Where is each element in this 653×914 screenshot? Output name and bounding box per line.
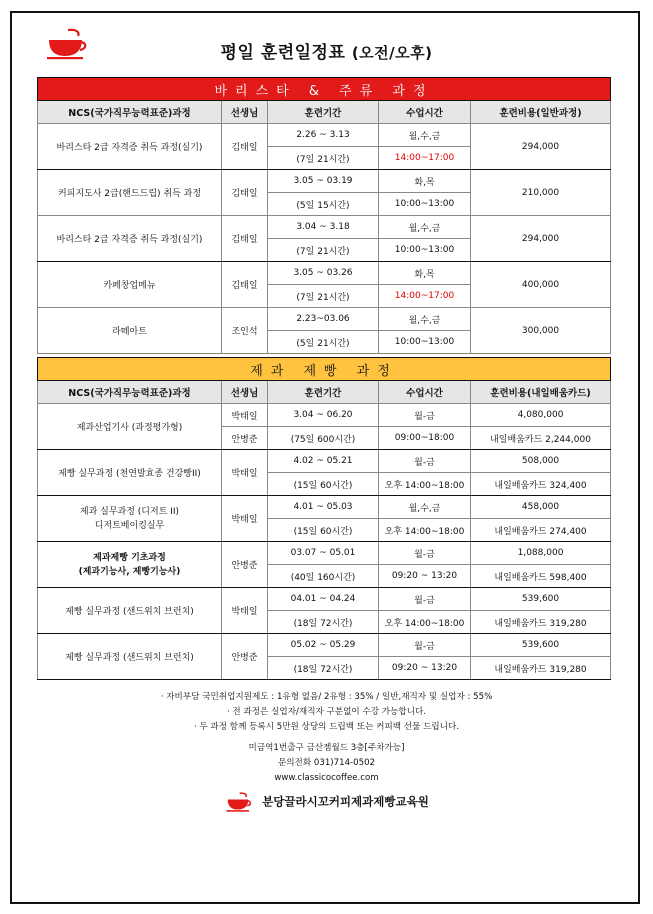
col-course: NCS(국가직무능력표준)과정 xyxy=(38,101,222,124)
teacher: 김태일 xyxy=(222,170,268,216)
days: 월-금 xyxy=(379,634,471,657)
days: 월-금 xyxy=(379,404,471,427)
course-name: 제빵 실무과정 (샌드위치 브런치) xyxy=(38,588,222,634)
col-cost: 훈련비용(일반과정) xyxy=(471,101,611,124)
days: 월,수,금 xyxy=(379,496,471,519)
class-time: 오후 14:00~18:00 xyxy=(379,519,471,542)
course-name: 바리스타 2급 자격증 취득 과정(실기) xyxy=(38,216,222,262)
period: 3.04 ~ 3.18 xyxy=(268,216,379,239)
course-name xyxy=(38,542,222,588)
col-course: NCS(국가직무능력표준)과정 xyxy=(38,381,222,404)
cost: 539,600 xyxy=(471,634,611,657)
course-name: 카페창업메뉴 xyxy=(38,262,222,308)
course-name xyxy=(38,496,222,542)
teacher: 박태일 xyxy=(222,404,268,427)
period: 04.01 ~ 04.24 xyxy=(268,588,379,611)
duration: (18일 72시간) xyxy=(268,611,379,634)
contact-info xyxy=(0,741,653,786)
cost: 508,000 xyxy=(471,450,611,473)
teacher: 안병준 xyxy=(222,542,268,588)
note-line: · 두 과정 함께 등록시 5만원 상당의 드립백 또는 커피백 선물 드립니다. xyxy=(193,722,460,732)
course-name-line1: 제과 실무과정 (디저트 II) xyxy=(79,506,180,517)
period: 4.02 ~ 05.21 xyxy=(268,450,379,473)
days: 월-금 xyxy=(379,542,471,565)
cost: 294,000 xyxy=(471,216,611,262)
footer-name: 분당끌라시꼬커피제과제빵교육원 xyxy=(262,794,429,809)
website-link[interactable]: www.classicocoffee.com xyxy=(274,773,379,783)
barista-schedule-table xyxy=(37,77,611,354)
duration: (40일 160시간) xyxy=(268,565,379,588)
cost: 400,000 xyxy=(471,262,611,308)
teacher: 조인석 xyxy=(222,308,268,354)
teacher: 박태일 xyxy=(222,588,268,634)
duration: (15일 60시간) xyxy=(268,519,379,542)
col-period: 훈련기간 xyxy=(268,101,379,124)
card-cost: 내일배움카드 2,244,000 xyxy=(471,427,611,450)
period: 4.01 ~ 05.03 xyxy=(268,496,379,519)
course-name: 제빵 실무과정 (천연발효종 건강빵II) xyxy=(38,450,222,496)
class-time: 오후 14:00~18:00 xyxy=(379,611,471,634)
course-name-line1: 제과제빵 기초과정 xyxy=(93,552,166,563)
card-cost: 내일배움카드 274,400 xyxy=(471,519,611,542)
days: 월,수,금 xyxy=(379,216,471,239)
cost: 4,080,000 xyxy=(471,404,611,427)
card-cost: 내일배움카드 319,280 xyxy=(471,611,611,634)
duration: (7일 21시간) xyxy=(268,239,379,262)
col-teacher: 선생님 xyxy=(222,101,268,124)
teacher: 박태일 xyxy=(222,496,268,542)
days: 월,수,금 xyxy=(379,308,471,331)
duration: (7일 21시간) xyxy=(268,285,379,308)
duration: (15일 60시간) xyxy=(268,473,379,496)
class-time: 10:00~13:00 xyxy=(379,193,471,216)
barista-banner: 바리스타 & 주류 과정 xyxy=(38,78,611,101)
teacher: 김태일 xyxy=(222,262,268,308)
cost: 210,000 xyxy=(471,170,611,216)
class-time: 10:00~13:00 xyxy=(379,239,471,262)
address: 미금역1번출구 금산젬월드 3층[주차가능] xyxy=(248,743,405,753)
cost: 300,000 xyxy=(471,308,611,354)
teacher: 안병준 xyxy=(222,634,268,680)
col-time: 수업시간 xyxy=(379,381,471,404)
course-name: 라떼아트 xyxy=(38,308,222,354)
period: 2.26 ~ 3.13 xyxy=(268,124,379,147)
cost: 539,600 xyxy=(471,588,611,611)
note-line: · 전 과정은 실업자/재직자 구분없이 수강 가능합니다. xyxy=(226,707,427,717)
class-time: 14:00~17:00 xyxy=(379,285,471,308)
card-cost: 내일배움카드 598,400 xyxy=(471,565,611,588)
period: 2.23~03.06 xyxy=(268,308,379,331)
period: 3.05 ~ 03.19 xyxy=(268,170,379,193)
card-cost: 내일배움카드 324,400 xyxy=(471,473,611,496)
course-name: 제빵 실무과정 (샌드위치 브런치) xyxy=(38,634,222,680)
baking-banner: 제과 제빵 과정 xyxy=(38,358,611,381)
days: 화,목 xyxy=(379,262,471,285)
period: 05.02 ~ 05.29 xyxy=(268,634,379,657)
page-title xyxy=(0,38,653,63)
duration: (18일 72시간) xyxy=(268,657,379,680)
col-cost: 훈련비용(내일배움카드) xyxy=(471,381,611,404)
card-cost: 내일배움카드 319,280 xyxy=(471,657,611,680)
class-time: 09:20 ~ 13:20 xyxy=(379,657,471,680)
teacher: 박태일 xyxy=(222,450,268,496)
teacher: 안병준 xyxy=(222,427,268,450)
days: 월-금 xyxy=(379,588,471,611)
col-period: 훈련기간 xyxy=(268,381,379,404)
course-name: 바리스타 2급 자격증 취득 과정(실기) xyxy=(38,124,222,170)
footer-brand xyxy=(0,792,653,812)
col-time: 수업시간 xyxy=(379,101,471,124)
class-time: 09:00~18:00 xyxy=(379,427,471,450)
phone: 문의전화 031)714-0502 xyxy=(277,758,376,768)
cost: 458,000 xyxy=(471,496,611,519)
duration: (75일 600시간) xyxy=(268,427,379,450)
teacher: 김태일 xyxy=(222,216,268,262)
class-time: 10:00~13:00 xyxy=(379,331,471,354)
baking-schedule-table xyxy=(37,357,611,680)
title-main: 평일 훈련일정표 xyxy=(220,43,346,63)
class-time: 14:00~17:00 xyxy=(379,147,471,170)
col-teacher: 선생님 xyxy=(222,381,268,404)
course-name-line2: (제과기능사, 제빵기능사) xyxy=(78,566,181,577)
class-time: 오후 14:00~18:00 xyxy=(379,473,471,496)
cost: 1,088,000 xyxy=(471,542,611,565)
period: 3.04 ~ 06.20 xyxy=(268,404,379,427)
coffee-cup-icon xyxy=(224,792,254,812)
duration: (7일 21시간) xyxy=(268,147,379,170)
title-suffix: (오전/오후) xyxy=(351,44,433,62)
teacher: 김태일 xyxy=(222,124,268,170)
days: 월-금 xyxy=(379,450,471,473)
notes xyxy=(0,690,653,735)
class-time: 09:20 ~ 13:20 xyxy=(379,565,471,588)
note-line: · 자비부담 국민취업지원제도 : 1유형 없음/ 2유형 : 35% / 일반,재직자 및 실업자 : 55% xyxy=(160,692,493,702)
course-name: 제과산업기사 (과정평가형) xyxy=(38,404,222,450)
duration: (5일 21시간) xyxy=(268,331,379,354)
course-name-line2: 디저트베이킹실무 xyxy=(94,520,165,531)
cost: 294,000 xyxy=(471,124,611,170)
period: 3.05 ~ 03.26 xyxy=(268,262,379,285)
duration: (5일 15시간) xyxy=(268,193,379,216)
days: 월,수,금 xyxy=(379,124,471,147)
period: 03.07 ~ 05.01 xyxy=(268,542,379,565)
course-name: 커피지도사 2급(핸드드립) 취득 과정 xyxy=(38,170,222,216)
days: 화,목 xyxy=(379,170,471,193)
